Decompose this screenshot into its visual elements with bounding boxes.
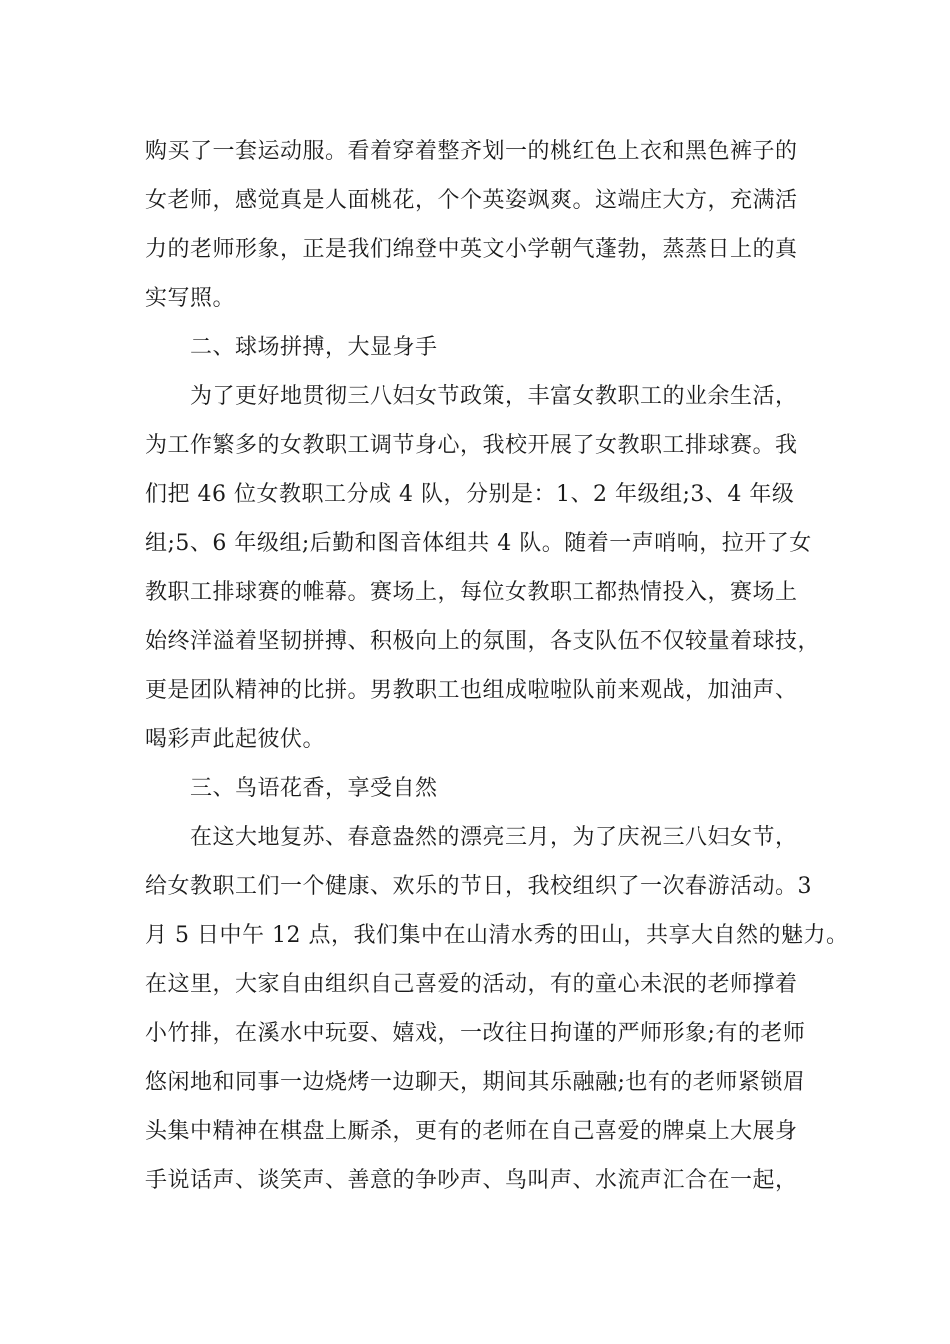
text-line: 喝彩声此起彼伏。	[145, 727, 326, 752]
text-line: 为工作繁多的女教职工调节身心，我校开展了女教职工排球赛。我	[145, 433, 798, 458]
text-line: 给女教职工们一个健康、欢乐的节日，我校组织了一次春游活动。3	[145, 874, 812, 899]
text-line: 组;5、6 年级组;后勤和图音体组共 4 队。随着一声哨响，拉开了女	[145, 531, 812, 556]
text-line: 手说话声、谈笑声、善意的争吵声、鸟叫声、水流声汇合在一起，	[145, 1168, 798, 1193]
text-line: 小竹排，在溪水中玩耍、嬉戏，一改往日拘谨的严师形象;有的老师	[145, 1021, 806, 1046]
text-line: 教职工排球赛的帷幕。赛场上，每位女教职工都热情投入，赛场上	[145, 580, 798, 605]
text-line: 实写照。	[145, 286, 236, 311]
text-line: 力的老师形象，正是我们绵登中英文小学朝气蓬勃，蒸蒸日上的真	[145, 237, 798, 262]
text-line: 更是团队精神的比拼。男教职工也组成啦啦队前来观战，加油声、	[145, 678, 798, 703]
section-heading: 三、鸟语花香，享受自然	[190, 776, 438, 801]
text-line: 购买了一套运动服。看着穿着整齐划一的桃红色上衣和黑色裤子的	[145, 139, 798, 164]
text-line: 女老师，感觉真是人面桃花，个个英姿飒爽。这端庄大方，充满活	[145, 188, 798, 213]
text-line: 始终洋溢着坚韧拼搏、积极向上的氛围，各支队伍不仅较量着球技，	[145, 629, 821, 654]
text-line: 们把 46 位女教职工分成 4 队，分别是：1、2 年级组;3、4 年级	[145, 482, 795, 507]
text-line: 为了更好地贯彻三八妇女节政策，丰富女教职工的业余生活，	[190, 384, 798, 409]
text-line: 在这大地复苏、春意盎然的漂亮三月，为了庆祝三八妇女节，	[190, 825, 798, 850]
section-heading: 二、球场拼搏，大显身手	[190, 335, 438, 360]
text-line: 悠闲地和同事一边烧烤一边聊天，期间其乐融融;也有的老师紧锁眉	[145, 1070, 806, 1095]
text-line: 头集中精神在棋盘上厮杀，更有的老师在自己喜爱的牌桌上大展身	[145, 1119, 798, 1144]
text-line: 月 5 日中午 12 点，我们集中在山清水秀的田山，共享大自然的魅力。	[145, 923, 849, 948]
text-line: 在这里，大家自由组织自己喜爱的活动，有的童心未泯的老师撑着	[145, 972, 798, 997]
